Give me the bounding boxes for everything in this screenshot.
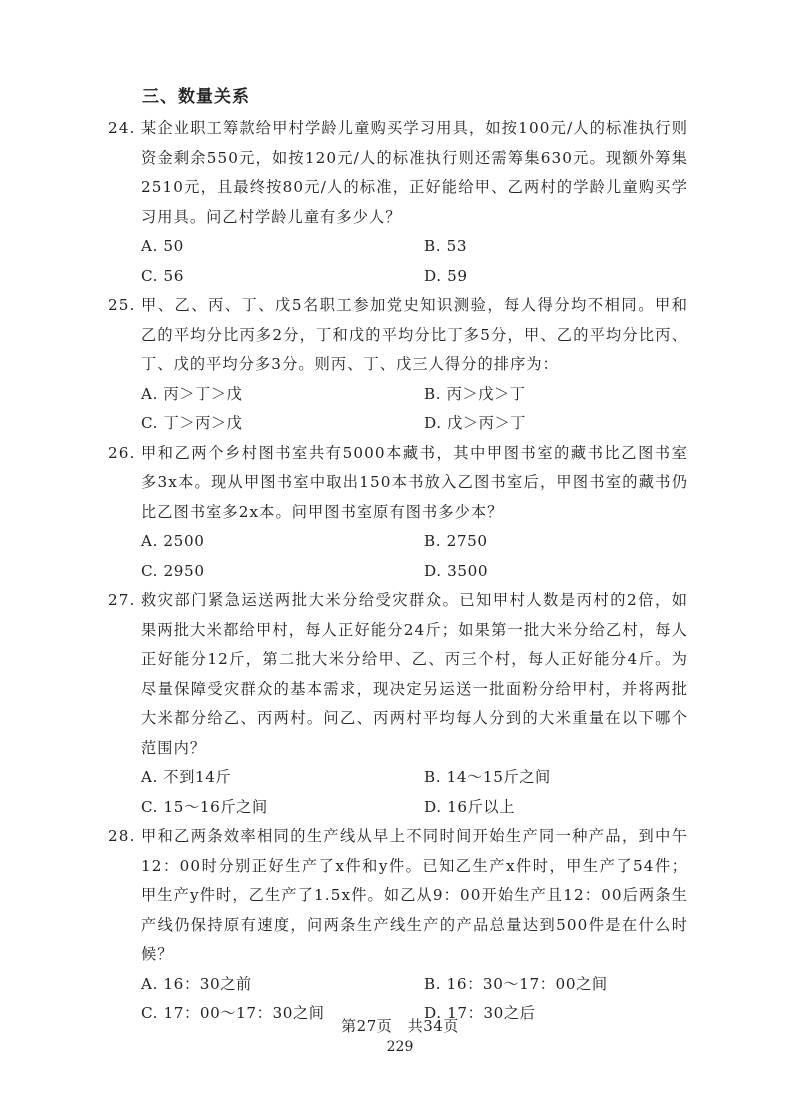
question-text: 救灾部门紧急运送两批大米分给受灾群众。已知甲村人数是丙村的2倍，如果两批大米都给甲村，每人正好能分24斤；如果第一批大米分给乙村，每人正好能分12斤，第二批大米分给甲、乙、丙三个村，每人正好能分4斤。为尽量保障受灾群众的基本需求，现决定另运送一批面粉分给甲村，并将两批大米都分给乙、丙两村。问乙、丙两村平均每人分到的大米重量在以下哪个范围内？ bbox=[141, 591, 688, 757]
page-number: 229 bbox=[386, 1039, 414, 1055]
question-number: 25. bbox=[108, 296, 136, 314]
question-list bbox=[108, 114, 688, 1029]
option-a: A. 2500 bbox=[141, 532, 205, 550]
question-number: 26. bbox=[108, 443, 136, 462]
option-d: D. 16斤以上 bbox=[424, 797, 515, 816]
option-d: D. 3500 bbox=[424, 561, 489, 580]
question-28 bbox=[108, 822, 688, 1029]
options bbox=[141, 232, 688, 291]
options bbox=[141, 527, 688, 586]
option-a: A. 50 bbox=[141, 237, 184, 255]
question-25 bbox=[108, 291, 688, 439]
question-text: 某企业职工筹款给甲村学龄儿童购买学习用具，如按100元/人的标准执行则资金剩余550元，如按120元/人的标准执行则还需筹集630元。现额外筹集2510元，且最终按80元/人的标准，正好能给甲、乙两村的学龄儿童购买学习用具。问乙村学龄儿童有多少人？ bbox=[141, 119, 688, 226]
option-c: C. 2950 bbox=[141, 561, 205, 580]
question-number: 28. bbox=[108, 827, 136, 845]
option-d: D. 戊＞丙＞丁 bbox=[424, 414, 527, 432]
option-a: A. 不到14斤 bbox=[141, 768, 232, 786]
question-text: 甲和乙两个乡村图书室共有5000本藏书，其中甲图书室的藏书比乙图书室多3x本。现从甲图书室中取出150本书放入乙图书室后，甲图书室的藏书仍比乙图书室多2x本。问甲图书室原有图书多少本？ bbox=[141, 443, 688, 521]
question-number: 24. bbox=[108, 119, 136, 137]
option-c: C. 56 bbox=[141, 266, 185, 285]
option-c: C. 15～16斤之间 bbox=[141, 797, 268, 816]
question-26 bbox=[108, 439, 688, 587]
option-b: B. 53 bbox=[424, 237, 468, 255]
option-b: B. 丙＞戊＞丁 bbox=[424, 384, 526, 403]
option-a: A. 16：30之前 bbox=[141, 974, 252, 993]
option-d: D. 59 bbox=[424, 266, 468, 285]
options bbox=[141, 380, 688, 439]
page-indicator: 第27页 共34页 bbox=[341, 1017, 459, 1035]
option-b: B. 16：30～17：00之间 bbox=[424, 974, 608, 993]
question-27 bbox=[108, 586, 688, 822]
option-a: A. 丙＞丁＞戊 bbox=[141, 384, 243, 403]
option-b: B. 14～15斤之间 bbox=[424, 768, 551, 786]
option-c: C. 17：00～17：30之间 bbox=[141, 1004, 325, 1022]
section-title: 三、数量关系 bbox=[142, 87, 250, 107]
question-text: 甲和乙两条效率相同的生产线从早上不同时间开始生产同一种产品，到中午12：00时分别正好生产了x件和y件。已知乙生产x件时，甲生产了54件；甲生产y件时，乙生产了1.5x件。如乙从9：00开始生产且12：00后两条生产线仍保持原有速度，问两条生产线生产的产品总量达到500件是在什么时候？ bbox=[141, 827, 688, 963]
option-b: B. 2750 bbox=[424, 532, 488, 550]
question-24 bbox=[108, 114, 688, 291]
option-d: D. 17：30之后 bbox=[424, 1004, 536, 1022]
options bbox=[141, 763, 688, 822]
question-number: 27. bbox=[108, 591, 136, 609]
option-c: C. 丁＞丙＞戊 bbox=[141, 414, 243, 432]
question-text: 甲、乙、丙、丁、戊5名职工参加党史知识测验，每人得分均不相同。甲和乙的平均分比丙多2分，丁和戊的平均分比丁多5分，甲、乙的平均分比丙、丁、戊的平均分多3分。则丙、丁、戊三人得分的排序为： bbox=[141, 296, 688, 373]
